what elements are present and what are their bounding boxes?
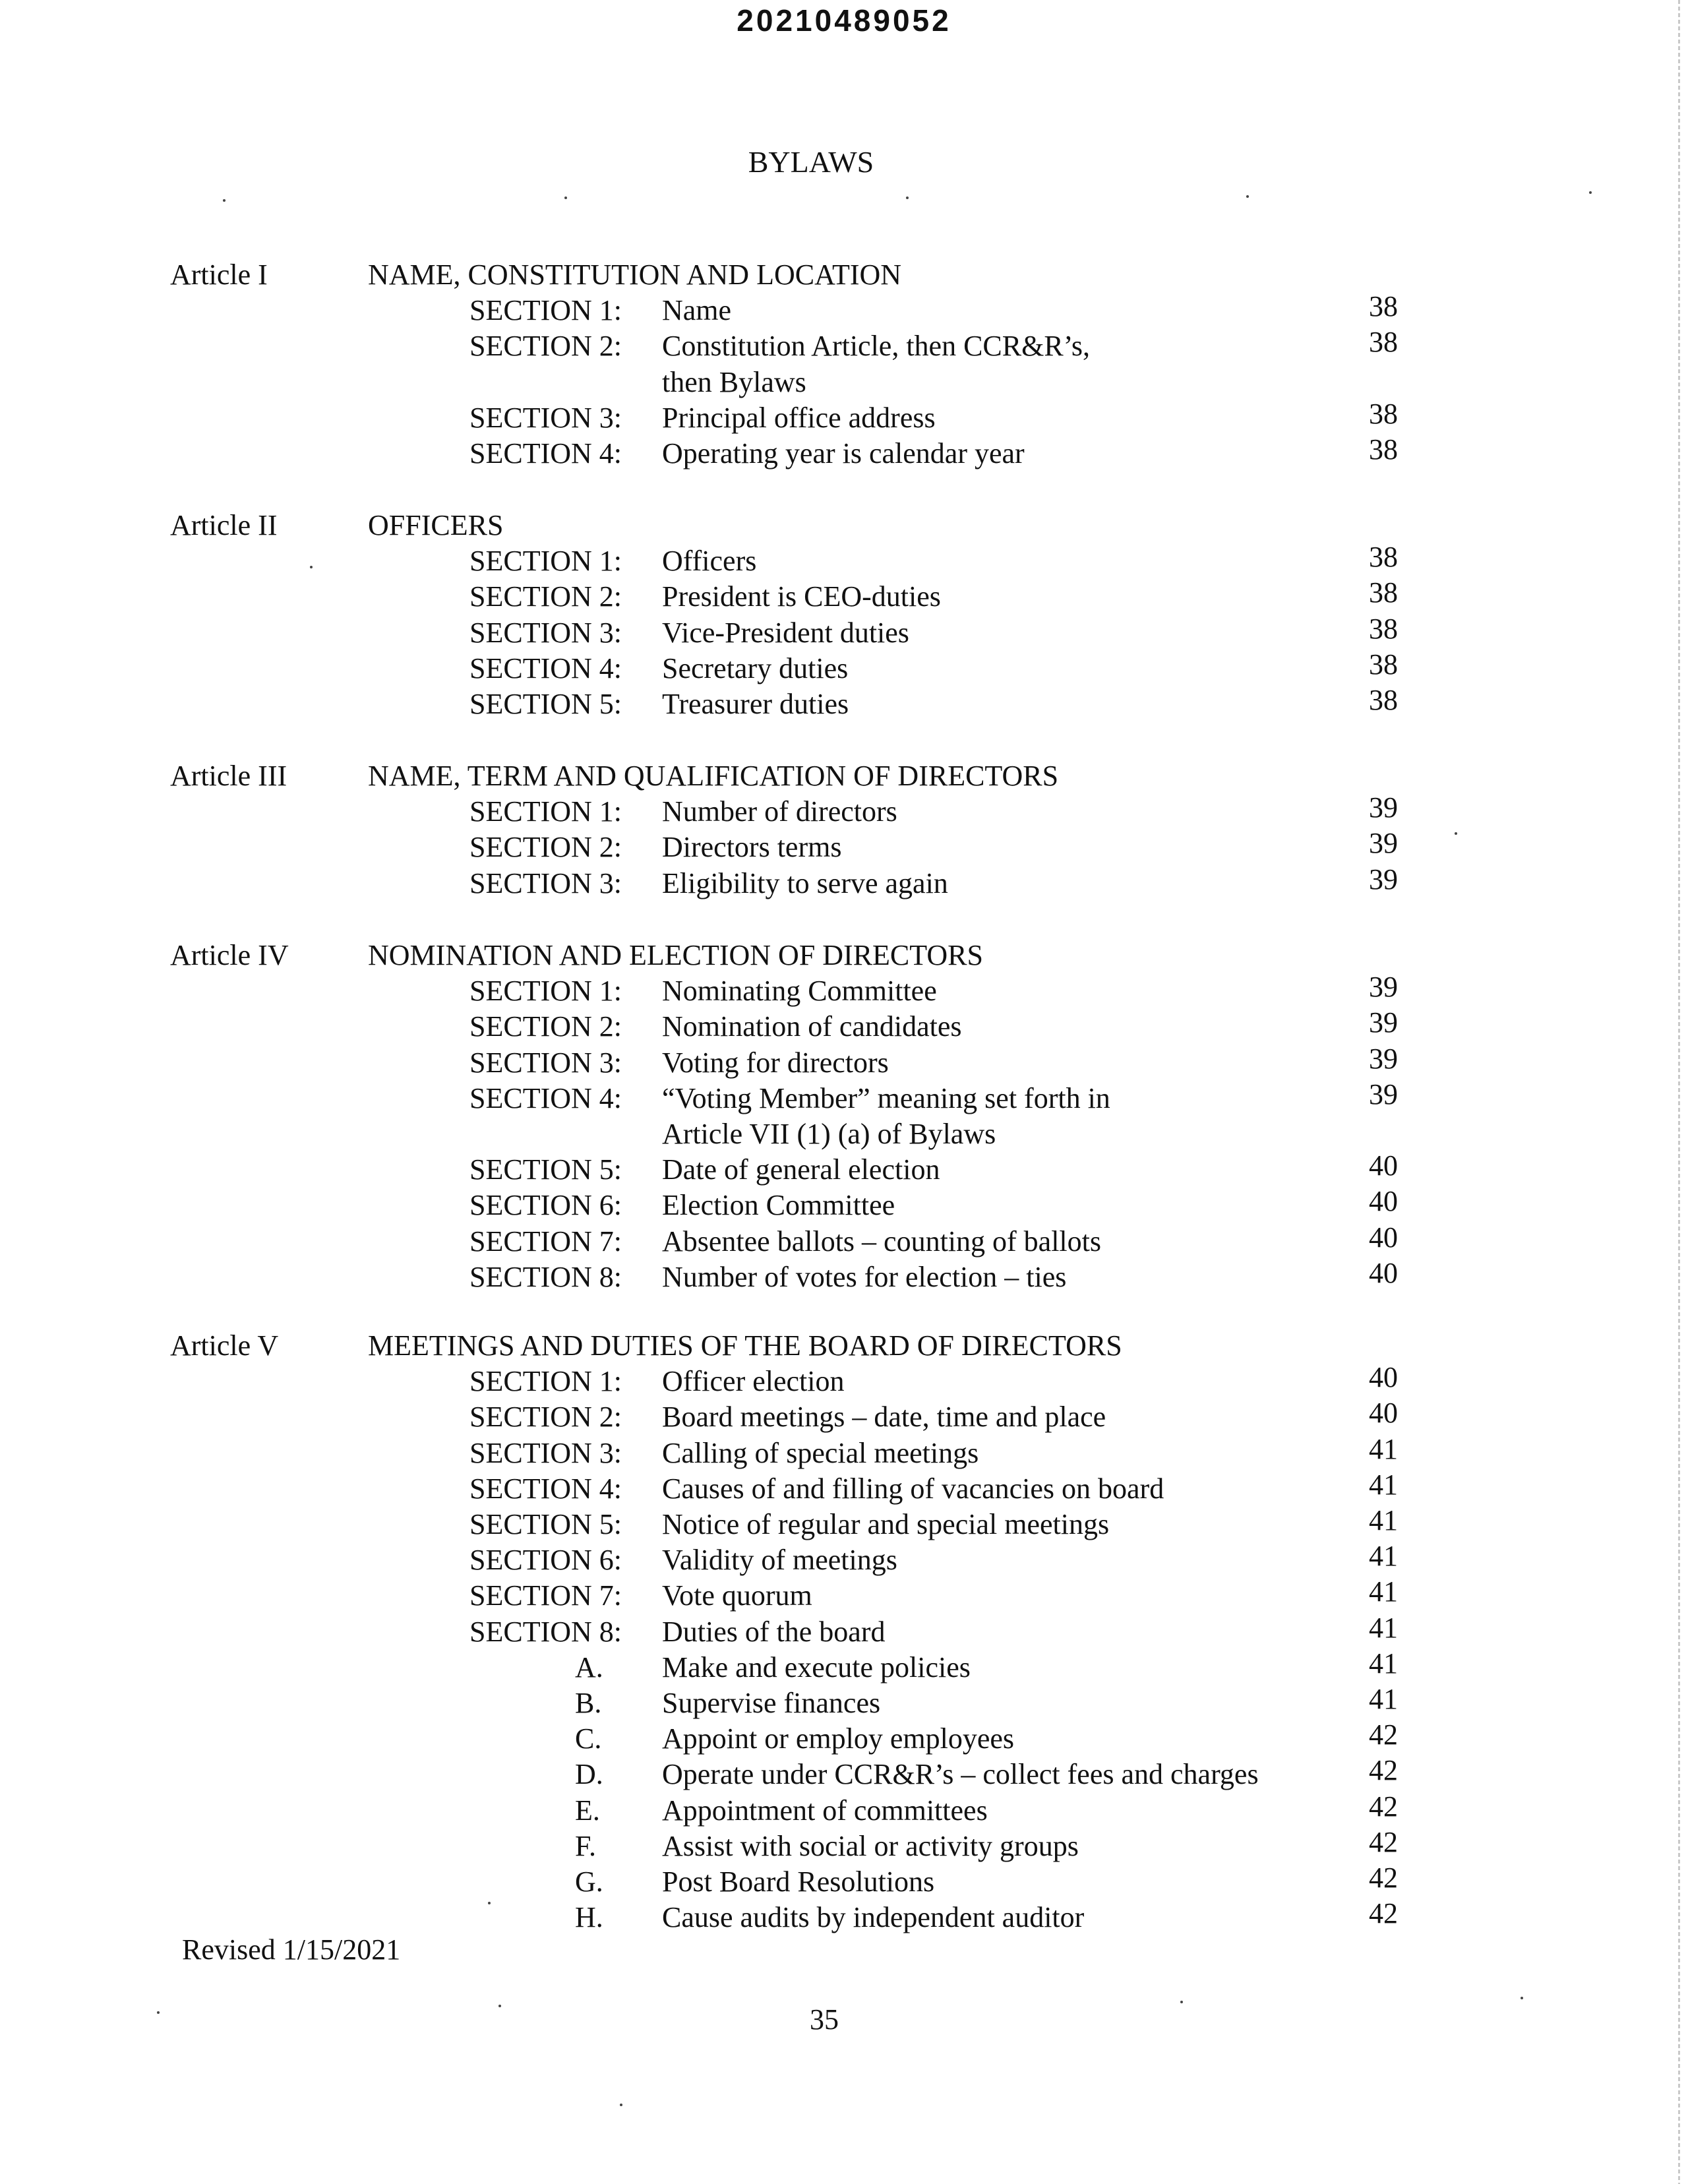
toc-entry	[0, 648, 1688, 686]
document-number: 20210489052	[737, 3, 951, 38]
entry-description: Appoint or employ employees	[662, 1722, 1015, 1755]
entry-page-number: 42	[1369, 1754, 1398, 1786]
entry-description: Voting for directors	[662, 1046, 889, 1079]
section-label: SECTION 4:	[469, 1082, 622, 1114]
entry-page-number: 38	[1369, 613, 1398, 645]
entry-page-number: 41	[1369, 1612, 1398, 1644]
entry-description: Vote quorum	[662, 1579, 812, 1612]
toc-entry	[0, 1471, 1688, 1507]
section-label: SECTION 2:	[469, 1401, 622, 1433]
toc-entry	[0, 1433, 1688, 1471]
entry-description: Calling of special meetings	[662, 1437, 979, 1469]
entry-page-number: 42	[1369, 1862, 1398, 1894]
toc-entry	[0, 1259, 1688, 1295]
entry-description: Make and execute policies	[662, 1651, 971, 1684]
toc-entry	[0, 1504, 1688, 1542]
toc-entry	[0, 863, 1688, 901]
entry-description: President is CEO-duties	[662, 580, 941, 613]
section-label: SECTION 1:	[469, 545, 622, 577]
entry-description: Directors terms	[662, 831, 842, 863]
section-label: SECTION 1:	[469, 975, 622, 1007]
entry-description: Cause audits by independent auditor	[662, 1901, 1085, 1933]
entry-description: Treasurer duties	[662, 688, 849, 720]
scan-speck	[157, 2011, 160, 2014]
entry-page-number: 38	[1369, 648, 1398, 681]
toc-entry	[0, 791, 1688, 830]
revision-date: Revised 1/15/2021	[182, 1933, 401, 1966]
scan-speck	[1589, 191, 1592, 194]
entry-description: Nominating Committee	[662, 975, 937, 1007]
entry-description: Supervise finances	[662, 1687, 881, 1719]
scan-speck	[1521, 1997, 1523, 1999]
toc-entry	[0, 576, 1688, 615]
entry-page-number: 40	[1369, 1185, 1398, 1217]
entry-page-number: 38	[1369, 576, 1398, 609]
toc-entry	[0, 365, 1688, 400]
entry-page-number: 41	[1369, 1540, 1398, 1572]
toc-entry	[0, 973, 1688, 1009]
toc-entry	[0, 615, 1688, 651]
scan-speck	[498, 2005, 501, 2007]
article-heading: NAME, CONSTITUTION AND LOCATION	[368, 258, 902, 291]
entry-description: then Bylaws	[662, 366, 806, 398]
toc-entry	[0, 1221, 1688, 1259]
entry-page-number: 38	[1369, 684, 1398, 716]
toc-entry	[0, 1685, 1688, 1721]
entry-description: Causes of and filling of vacancies on board	[662, 1472, 1164, 1505]
entry-description: Operating year is calendar year	[662, 437, 1025, 470]
entry-description: Constitution Article, then CCR&R’s,	[662, 330, 1091, 362]
section-label: SECTION 6:	[469, 1544, 622, 1576]
toc-entry	[0, 1078, 1688, 1116]
entry-description: Number of votes for election – ties	[662, 1261, 1067, 1293]
section-label: SECTION 6:	[469, 1189, 622, 1221]
section-label: SECTION 5:	[469, 688, 622, 720]
toc-entry	[0, 1718, 1688, 1757]
entry-description: Article VII (1) (a) of Bylaws	[662, 1118, 996, 1150]
scan-speck	[488, 1902, 491, 1904]
subsection-label: E.	[575, 1794, 600, 1827]
entry-page-number: 42	[1369, 1718, 1398, 1751]
entry-page-number: 41	[1369, 1647, 1398, 1680]
entry-description: Vice-President duties	[662, 617, 909, 649]
toc-entry	[0, 1045, 1688, 1081]
toc-entry	[0, 1614, 1688, 1650]
scan-speck	[564, 197, 567, 199]
entry-description: “Voting Member” meaning set forth in	[662, 1082, 1110, 1114]
entry-page-number: 39	[1369, 1043, 1398, 1075]
entry-page-number: 39	[1369, 827, 1398, 859]
article-label: Article II	[170, 509, 278, 541]
entry-description: Officer election	[662, 1365, 845, 1397]
entry-description: Operate under CCR&R’s – collect fees and charges	[662, 1758, 1259, 1790]
article-label: Article I	[170, 258, 268, 291]
section-label: SECTION 7:	[469, 1225, 622, 1258]
toc-entry	[0, 1790, 1688, 1829]
scan-speck	[223, 199, 226, 202]
article-label: Article IV	[170, 939, 289, 971]
toc-entry	[0, 328, 1688, 364]
section-label: SECTION 3:	[469, 402, 622, 434]
scan-speck	[906, 197, 909, 199]
toc-entry	[0, 1399, 1688, 1435]
toc-entry	[0, 1647, 1688, 1685]
toc-entry	[0, 290, 1688, 328]
entry-page-number: 42	[1369, 1790, 1398, 1823]
toc-entry	[0, 543, 1688, 579]
toc-entry	[0, 1116, 1688, 1152]
page-title: BYLAWS	[748, 145, 874, 179]
article-label: Article V	[170, 1329, 279, 1362]
entry-description: Election Committee	[662, 1189, 895, 1221]
entry-page-number: 41	[1369, 1575, 1398, 1608]
entry-page-number: 40	[1369, 1149, 1398, 1182]
section-label: SECTION 3:	[469, 867, 622, 899]
entry-description: Board meetings – date, time and place	[662, 1401, 1106, 1433]
toc-entry	[0, 1361, 1688, 1399]
section-label: SECTION 5:	[469, 1508, 622, 1540]
entry-page-number: 42	[1369, 1826, 1398, 1858]
toc-entry	[0, 400, 1688, 436]
subsection-label: C.	[575, 1722, 602, 1755]
toc-entry	[0, 1149, 1688, 1188]
scan-speck	[1180, 2001, 1183, 2003]
entry-page-number: 41	[1369, 1433, 1398, 1465]
section-label: SECTION 8:	[469, 1261, 622, 1293]
section-label: SECTION 3:	[469, 1046, 622, 1079]
entry-description: Name	[662, 294, 732, 326]
toc-entry	[0, 1864, 1688, 1900]
toc-entry	[0, 1575, 1688, 1614]
subsection-label: D.	[575, 1758, 603, 1790]
subsection-label: H.	[575, 1901, 603, 1933]
entry-description: Validity of meetings	[662, 1544, 897, 1576]
section-label: SECTION 8:	[469, 1616, 622, 1648]
subsection-label: G.	[575, 1866, 603, 1898]
entry-page-number: 40	[1369, 1361, 1398, 1393]
entry-page-number: 41	[1369, 1504, 1398, 1536]
entry-description: Number of directors	[662, 795, 897, 828]
article-label: Article III	[170, 760, 287, 792]
entry-page-number: 40	[1369, 1257, 1398, 1289]
entry-description: Duties of the board	[662, 1616, 886, 1648]
article-heading: OFFICERS	[368, 509, 504, 541]
section-label: SECTION 1:	[469, 1365, 622, 1397]
entry-description: Eligibility to serve again	[662, 867, 948, 899]
toc-entry	[0, 1185, 1688, 1223]
entry-page-number: 41	[1369, 1469, 1398, 1501]
section-label: SECTION 4:	[469, 652, 622, 684]
entry-page-number: 39	[1369, 971, 1398, 1003]
section-label: SECTION 3:	[469, 617, 622, 649]
toc-entry	[0, 1006, 1688, 1045]
subsection-label: F.	[575, 1830, 596, 1862]
section-label: SECTION 4:	[469, 437, 622, 470]
entry-description: Appointment of committees	[662, 1794, 988, 1827]
section-label: SECTION 3:	[469, 1437, 622, 1469]
toc-entry	[0, 1754, 1688, 1792]
section-label: SECTION 2:	[469, 580, 622, 613]
section-label: SECTION 2:	[469, 1010, 622, 1043]
scan-speck	[1455, 832, 1457, 835]
entry-description: Absentee ballots – counting of ballots	[662, 1225, 1101, 1258]
entry-page-number: 39	[1369, 1078, 1398, 1110]
section-label: SECTION 2:	[469, 831, 622, 863]
section-label: SECTION 5:	[469, 1153, 622, 1186]
toc-entry	[0, 686, 1688, 722]
entry-page-number: 39	[1369, 791, 1398, 824]
scan-speck	[310, 566, 313, 568]
article-heading: NAME, TERM AND QUALIFICATION OF DIRECTORS	[368, 760, 1059, 792]
entry-description: Principal office address	[662, 402, 936, 434]
entry-description: Date of general election	[662, 1153, 940, 1186]
entry-page-number: 38	[1369, 433, 1398, 466]
entry-description: Officers	[662, 545, 757, 577]
entry-page-number: 41	[1369, 1683, 1398, 1715]
entry-description: Post Board Resolutions	[662, 1866, 935, 1898]
section-label: SECTION 1:	[469, 795, 622, 828]
entry-description: Assist with social or activity groups	[662, 1830, 1079, 1862]
subsection-label: A.	[575, 1651, 603, 1684]
section-label: SECTION 7:	[469, 1579, 622, 1612]
entry-page-number: 38	[1369, 290, 1398, 322]
entry-description: Nomination of candidates	[662, 1010, 962, 1043]
entry-page-number: 39	[1369, 1006, 1398, 1039]
section-label: SECTION 2:	[469, 330, 622, 362]
section-label: SECTION 4:	[469, 1472, 622, 1505]
article-heading: NOMINATION AND ELECTION OF DIRECTORS	[368, 939, 983, 971]
entry-page-number: 38	[1369, 398, 1398, 430]
page-number: 35	[810, 2003, 839, 2036]
toc-entry	[0, 1897, 1688, 1935]
section-label: SECTION 1:	[469, 294, 622, 326]
scan-speck	[1246, 195, 1249, 198]
subsection-label: B.	[575, 1687, 602, 1719]
entry-page-number: 39	[1369, 863, 1398, 895]
toc-entry	[0, 433, 1688, 471]
entry-description: Notice of regular and special meetings	[662, 1508, 1110, 1540]
scan-speck	[620, 2104, 622, 2106]
entry-page-number: 38	[1369, 326, 1398, 358]
toc-entry	[0, 1542, 1688, 1578]
toc-entry	[0, 827, 1688, 865]
entry-page-number: 42	[1369, 1897, 1398, 1929]
toc-entry	[0, 1826, 1688, 1864]
entry-page-number: 40	[1369, 1397, 1398, 1429]
article-heading: MEETINGS AND DUTIES OF THE BOARD OF DIRECTORS	[368, 1329, 1122, 1362]
entry-description: Secretary duties	[662, 652, 849, 684]
entry-page-number: 40	[1369, 1221, 1398, 1254]
entry-page-number: 38	[1369, 541, 1398, 573]
